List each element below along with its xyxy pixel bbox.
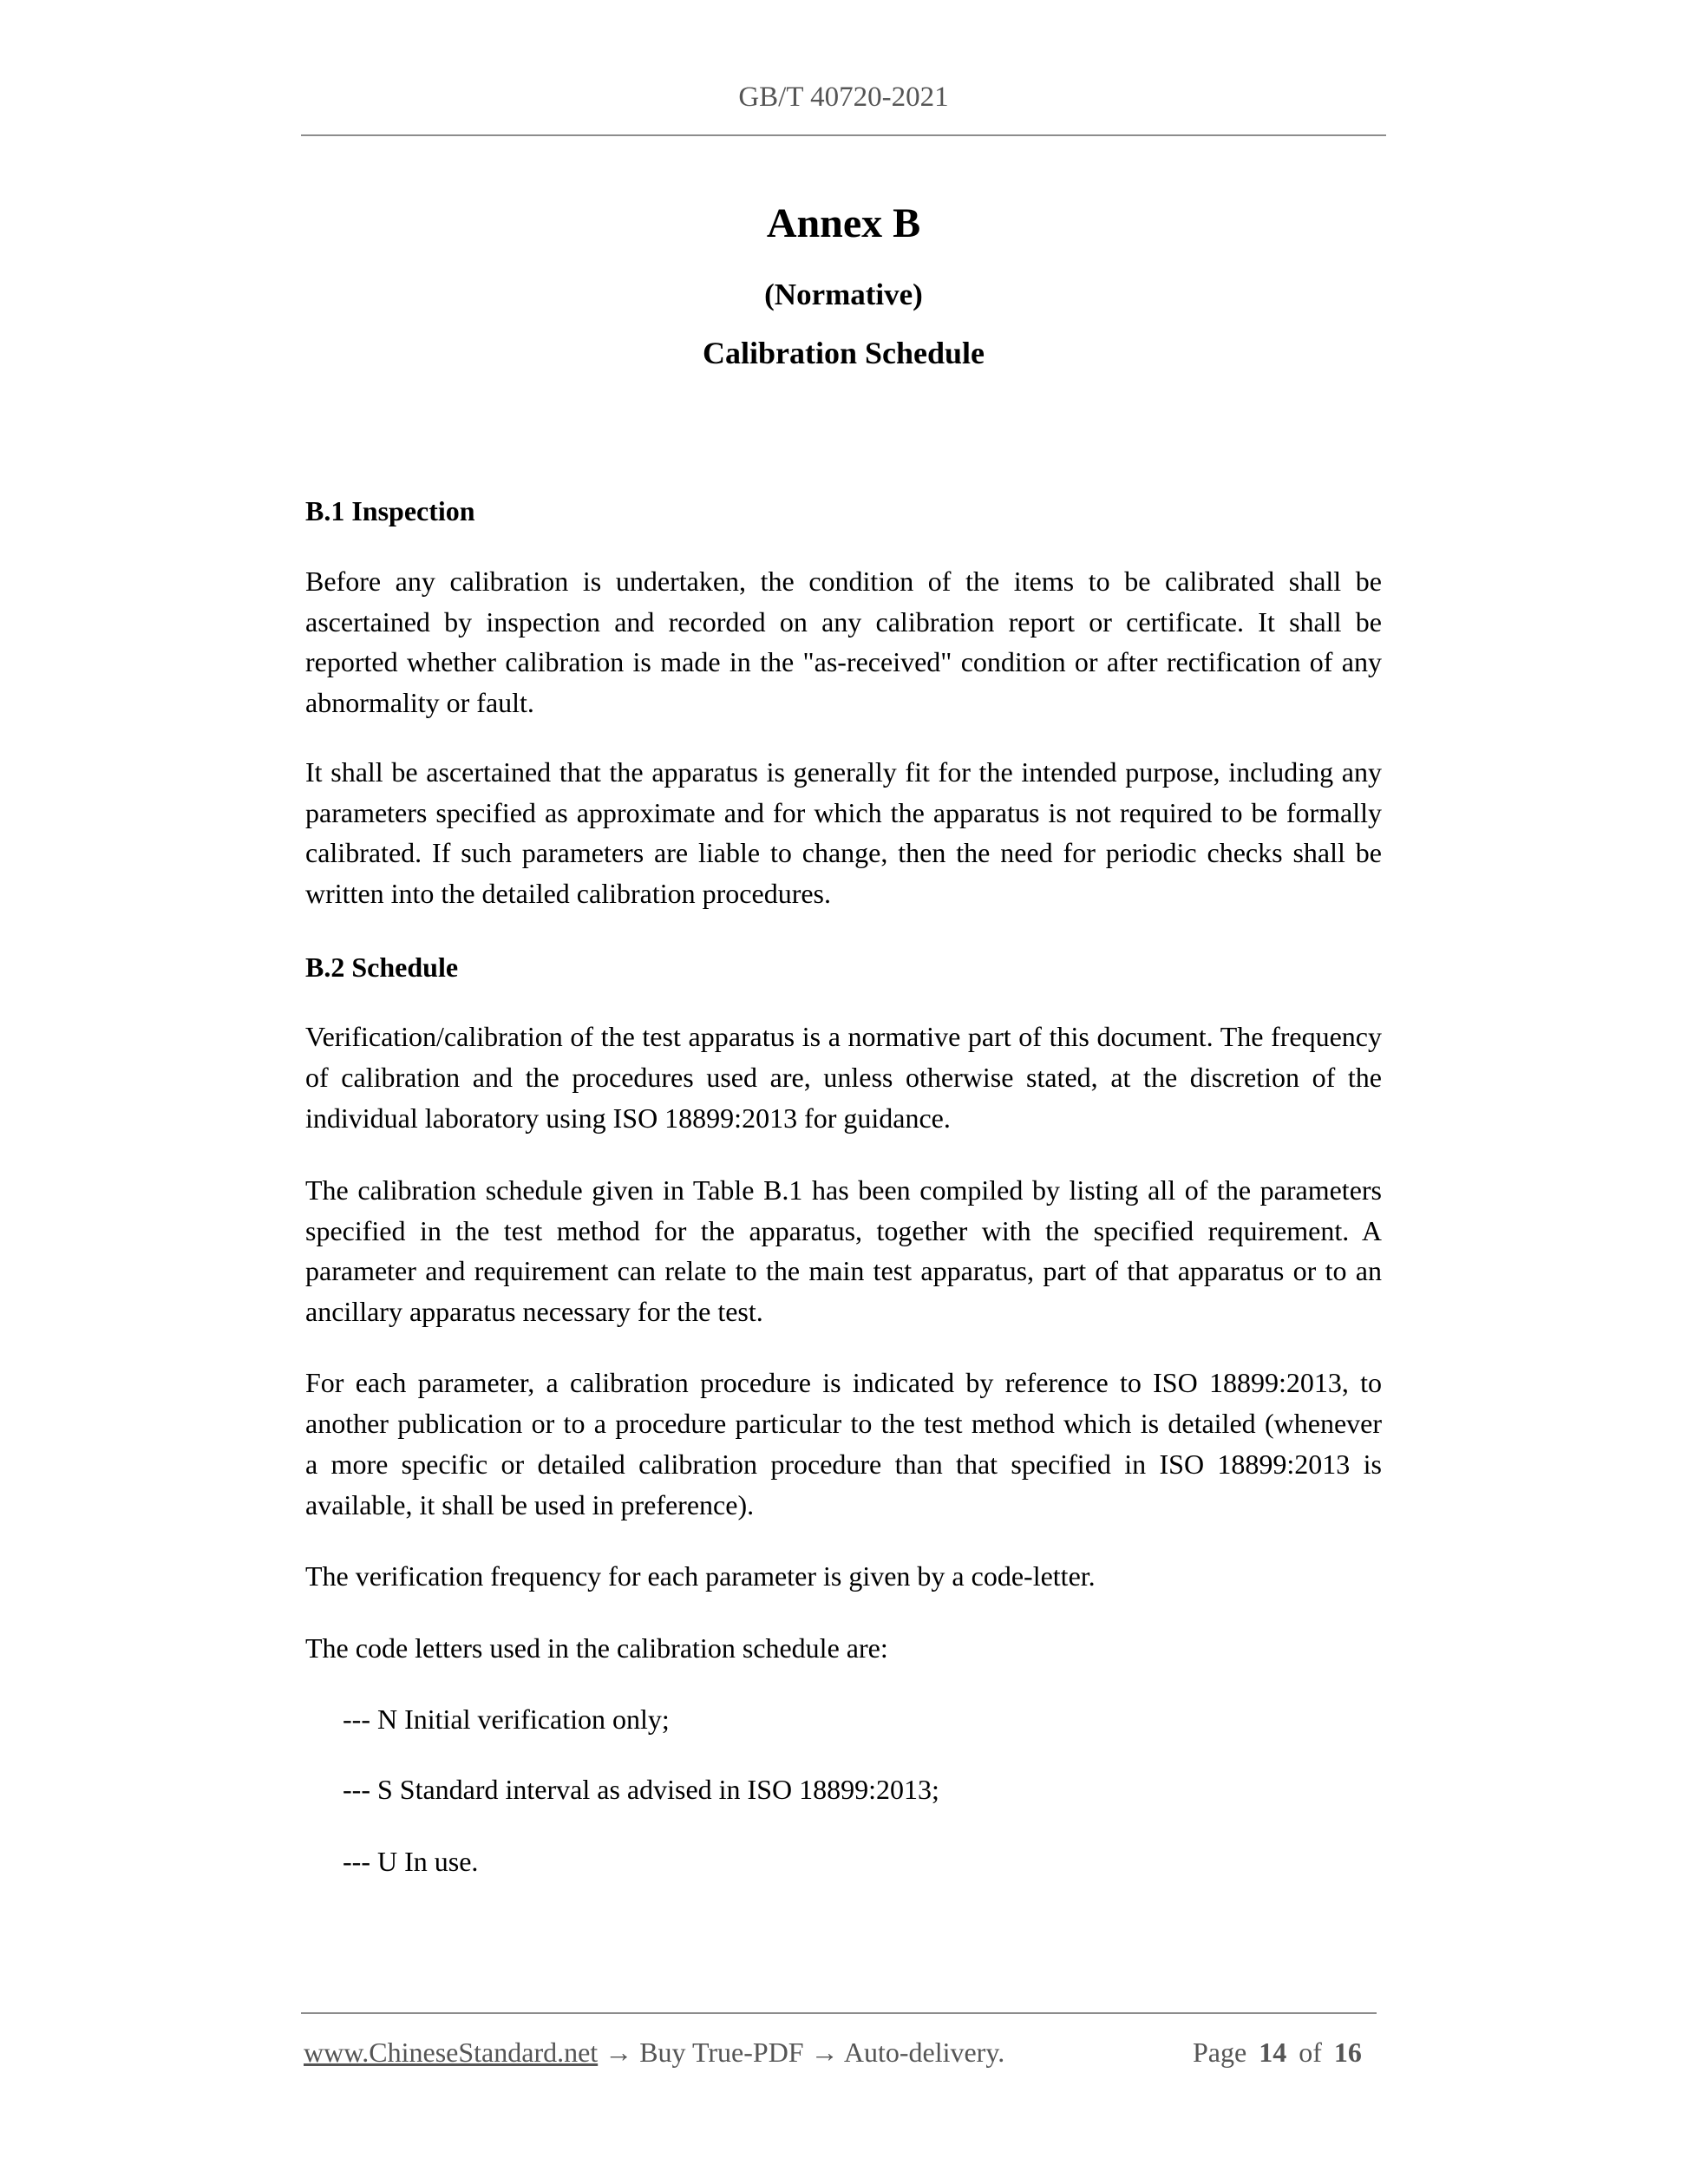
text-line: The verification frequency for each parameter is given by a code-letter. bbox=[305, 1560, 1096, 1592]
text-line: available, it shall be used in preference). bbox=[305, 1489, 755, 1520]
page-total: 16 bbox=[1333, 2037, 1362, 2068]
text-line: The calibration schedule given in Table B.1 has been compiled by listing all of the parameters bbox=[305, 1174, 1382, 1206]
text-line: calibrated. If such parameters are liable to change, then the need for periodic checks shall be bbox=[305, 837, 1382, 868]
annex-type: (Normative) bbox=[764, 278, 923, 311]
auto-delivery-text: Auto-delivery. bbox=[843, 2037, 1005, 2068]
page-number: 14 bbox=[1259, 2037, 1287, 2068]
footer-promo bbox=[304, 2035, 1004, 2070]
text-line: of calibration and the procedures used are, unless otherwise stated, at the discretion of the bbox=[305, 1062, 1382, 1093]
of-label: of bbox=[1299, 2037, 1322, 2068]
arrow-right-icon: → bbox=[605, 2037, 633, 2068]
annex-title: Annex B bbox=[766, 200, 921, 246]
text-line: parameter and requirement can relate to the main test apparatus, part of that apparatus or to an bbox=[305, 1255, 1382, 1286]
header-rule bbox=[301, 134, 1386, 136]
arrow-right-icon: → bbox=[810, 2037, 839, 2068]
section-heading-b2: B.2 Schedule bbox=[305, 951, 459, 983]
text-line: parameters specified as approximate and for which the apparatus is not required to be formally bbox=[305, 797, 1382, 828]
page-label: Page bbox=[1193, 2037, 1247, 2068]
buy-true-pdf-text: Buy True-PDF bbox=[639, 2037, 804, 2068]
footer-rule bbox=[301, 2012, 1377, 2014]
text-line: Verification/calibration of the test apparatus is a normative part of this document. The frequency bbox=[305, 1021, 1382, 1052]
section-heading-b1: B.1 Inspection bbox=[305, 495, 475, 526]
text-line: For each parameter, a calibration procedure is indicated by reference to ISO 18899:2013, to bbox=[305, 1367, 1382, 1398]
text-line: specified in the test method for the apparatus, together with the specified requirement. A bbox=[305, 1215, 1382, 1246]
text-line: It shall be ascertained that the apparatus is generally fit for the intended purpose, including any bbox=[305, 756, 1382, 788]
document-id-header: GB/T 40720-2021 bbox=[738, 82, 949, 113]
chinesestandard-link[interactable]: www.ChineseStandard.net bbox=[304, 2037, 599, 2068]
text-line: another publication or to a procedure particular to the test method which is detailed (whenever bbox=[305, 1408, 1382, 1439]
text-line: abnormality or fault. bbox=[305, 687, 534, 718]
text-line: a more specific or detailed calibration procedure than that specified in ISO 18899:2013 is bbox=[305, 1448, 1382, 1480]
text-line: written into the detailed calibration procedures. bbox=[305, 878, 831, 909]
text-line: Before any calibration is undertaken, the condition of the items to be calibrated shall be bbox=[305, 566, 1382, 597]
page-indicator bbox=[1193, 2035, 1362, 2070]
text-line: The code letters used in the calibration schedule are: bbox=[305, 1632, 888, 1664]
text-line: reported whether calibration is made in the "as-received" condition or after rectification of any bbox=[305, 646, 1382, 677]
text-line: ancillary apparatus necessary for the test. bbox=[305, 1296, 763, 1327]
text-line: individual laboratory using ISO 18899:2013 for guidance. bbox=[305, 1102, 951, 1134]
code-letter-item-u: --- U In use. bbox=[343, 1846, 479, 1877]
annex-name: Calibration Schedule bbox=[702, 336, 985, 370]
text-line: ascertained by inspection and recorded on any calibration report or certificate. It shall be bbox=[305, 606, 1382, 638]
code-letter-item-s: --- S Standard interval as advised in ISO 18899:2013; bbox=[343, 1774, 939, 1805]
code-letter-item-n: --- N Initial verification only; bbox=[343, 1703, 670, 1735]
